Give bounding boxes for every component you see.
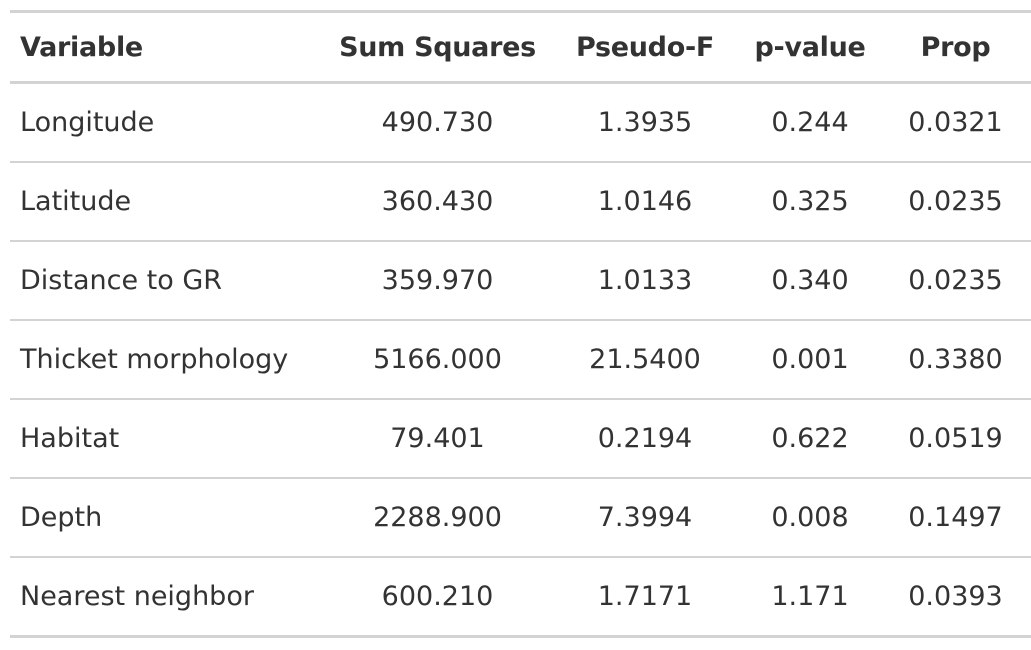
header-sum-squares: Sum Squares <box>325 12 550 83</box>
cell-p-value: 0.244 <box>740 83 880 163</box>
cell-prop: 0.0321 <box>880 83 1031 163</box>
table-row <box>10 83 1031 163</box>
cell-sum-squares: 2288.900 <box>325 478 550 557</box>
cell-pseudo-f: 1.0133 <box>550 241 740 320</box>
cell-sum-squares: 5166.000 <box>325 320 550 399</box>
cell-p-value: 0.008 <box>740 478 880 557</box>
cell-prop: 0.0235 <box>880 241 1031 320</box>
cell-pseudo-f: 1.3935 <box>550 83 740 163</box>
cell-variable: Thicket morphology <box>10 320 325 399</box>
header-p-value: p-value <box>740 12 880 83</box>
cell-pseudo-f: 0.2194 <box>550 399 740 478</box>
cell-sum-squares: 360.430 <box>325 162 550 241</box>
cell-prop: 0.0235 <box>880 162 1031 241</box>
table-row <box>10 478 1031 557</box>
cell-prop: 0.3380 <box>880 320 1031 399</box>
cell-prop: 0.0393 <box>908 581 1003 612</box>
cell-variable: Habitat <box>10 399 325 478</box>
cell-p-value: 0.340 <box>740 241 880 320</box>
table-body <box>10 83 1031 637</box>
cell-pseudo-f: 7.3994 <box>550 478 740 557</box>
cell-sum-squares: 359.970 <box>325 241 550 320</box>
header-row <box>10 12 1031 83</box>
cell-p-value: 0.622 <box>740 399 880 478</box>
cell-p-value: 1.171 <box>771 581 849 612</box>
cell-p-value: 0.325 <box>740 162 880 241</box>
header-prop: Prop <box>880 12 1031 83</box>
table-row <box>10 399 1031 478</box>
cell-p-value: 0.001 <box>740 320 880 399</box>
table-row <box>10 320 1031 399</box>
results-table <box>10 10 1031 638</box>
table-row <box>10 557 1031 637</box>
table-header <box>10 12 1031 83</box>
cell-sum-squares: 600.210 <box>381 581 494 612</box>
cell-pseudo-f: 1.7171 <box>597 581 693 612</box>
cell-prop: 0.1497 <box>880 478 1031 557</box>
table-row <box>10 241 1031 320</box>
cell-variable: Nearest neighbor <box>20 581 254 612</box>
header-variable: Variable <box>10 12 325 83</box>
cell-pseudo-f: 21.5400 <box>550 320 740 399</box>
cell-sum-squares: 79.401 <box>325 399 550 478</box>
results-table-container <box>10 10 1003 638</box>
table-row <box>10 162 1031 241</box>
cell-variable: Depth <box>10 478 325 557</box>
cell-pseudo-f: 1.0146 <box>550 162 740 241</box>
cell-variable: Latitude <box>10 162 325 241</box>
cell-variable: Longitude <box>10 83 325 163</box>
cell-prop: 0.0519 <box>880 399 1031 478</box>
header-pseudo-f: Pseudo-F <box>550 12 740 83</box>
cell-sum-squares: 490.730 <box>325 83 550 163</box>
cell-variable: Distance to GR <box>10 241 325 320</box>
